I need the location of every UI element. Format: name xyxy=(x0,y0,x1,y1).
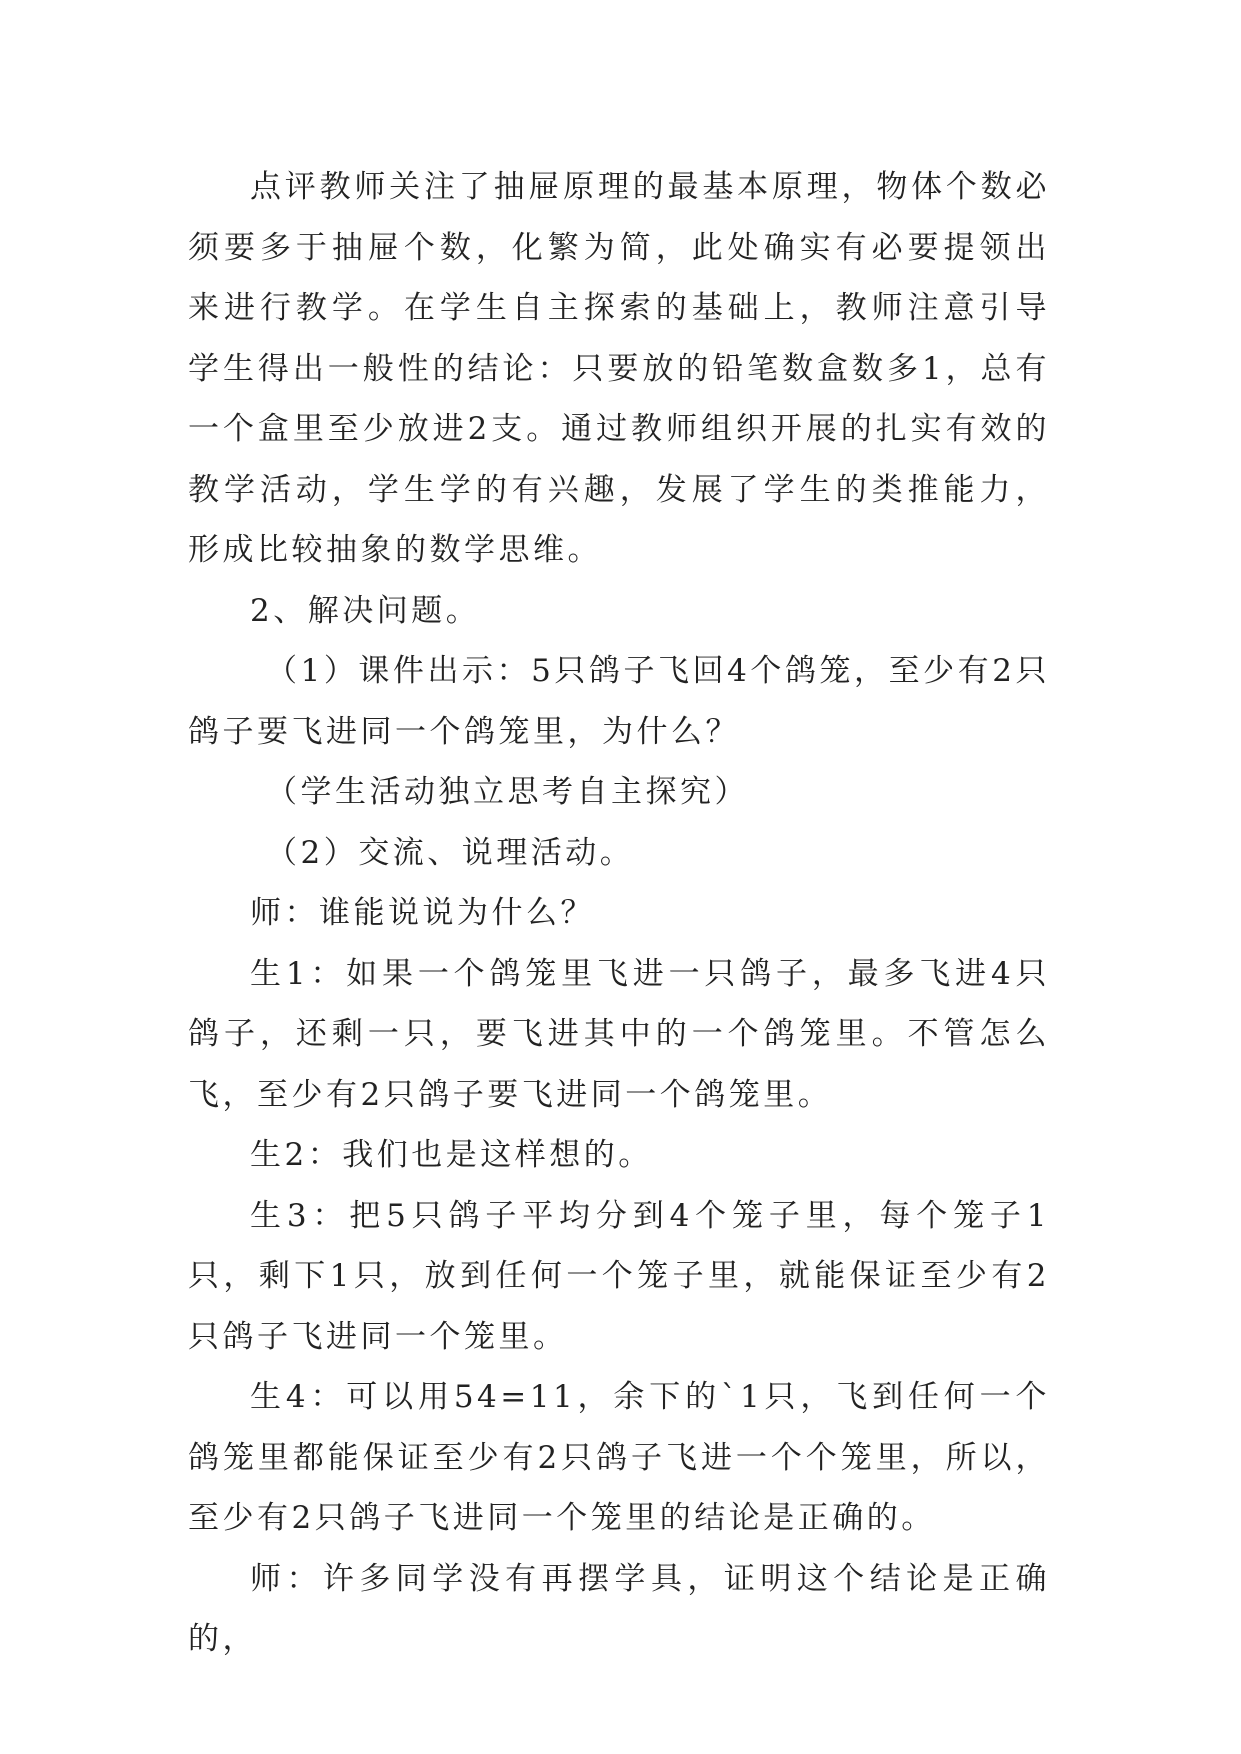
paragraph-section-heading: 2、解决问题。 xyxy=(250,592,481,629)
paragraph-teacher-summary: 师：许多同学没有再摆学具，证明这个结论是正确的， xyxy=(188,1560,1050,1657)
paragraph-student-4: 生4：可以用54=11，余下的`1只，飞到任何一个鸽笼里都能保证至少有2只鸽子飞进一个个笼里，所以，至少有2只鸽子飞进同一个笼里的结论是正确的。 xyxy=(188,1379,1050,1536)
paragraph-commentary: 点评教师关注了抽屉原理的最基本原理，物体个数必须要多于抽屉个数，化繁为简，此处确实有必要提领出来进行教学。在学生自主探索的基础上，教师注意引导学生得出一般性的结论：只要放的铅笔数盒数多1，总有一个盒里至少放进2支。通过教师组织开展的扎实有效的教学活动，学生学的有兴趣，发展了学生的类推能力，形成比较抽象的数学思维。 xyxy=(188,169,1050,568)
paragraph-student-2: 生2：我们也是这样想的。 xyxy=(250,1137,653,1173)
paragraph-student-1: 生1：如果一个鸽笼里飞进一只鸽子，最多飞进4只鸽子，还剩一只，要飞进其中的一个鸽笼里。不管怎么飞，至少有2只鸽子要飞进同一个鸽笼里。 xyxy=(188,955,1050,1113)
paragraph-teacher-question: 师：谁能说说为什么？ xyxy=(250,895,595,931)
paragraph-activity-note: （学生活动独立思考自主探究） xyxy=(266,774,749,810)
paragraph-problem: （1）课件出示：5只鸽子飞回4个鸽笼，至少有2只鸽子要飞进同一个鸽笼里，为什么？ xyxy=(188,653,1050,750)
paragraph-discussion-heading: （2）交流、说理活动。 xyxy=(266,834,635,871)
paragraph-student-3: 生3：把5只鸽子平均分到4个笼子里，每个笼子1只，剩下1只，放到任何一个笼子里，就能保证至少有2只鸽子飞进同一个笼里。 xyxy=(188,1197,1050,1355)
document-body xyxy=(188,157,1050,1670)
